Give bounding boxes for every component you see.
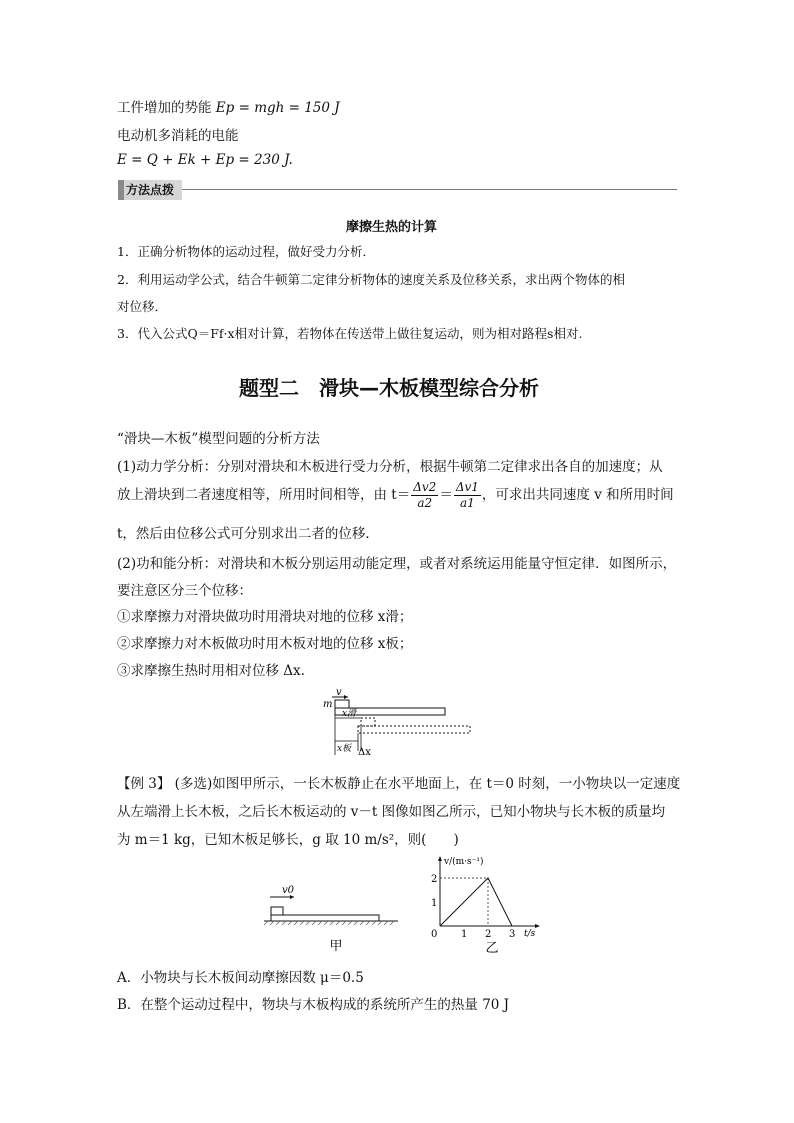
x-tick-label: 2 xyxy=(485,929,492,940)
velocity-line xyxy=(440,878,512,926)
method-item: 对位移． xyxy=(117,299,168,314)
method-header xyxy=(118,180,677,200)
potential-energy-prefix: 工件增加的势能 xyxy=(117,100,216,116)
frac-denominator: a1 xyxy=(459,496,475,510)
example-line-2: 从左端滑上长木板，之后长木板运动的 v－t 图像如图乙所示，已知小物块与长木板的质量均 xyxy=(117,804,666,820)
bullet-item: ③求摩擦生热时用相对位移 Δx. xyxy=(117,663,305,679)
dynamics-line-3: t，然后由位移公式可分别求出二者的位移． xyxy=(117,526,379,542)
frac-denominator: a2 xyxy=(417,496,433,510)
x-axis-label: t/s xyxy=(524,929,536,939)
total-energy-formula: E = Q + Ek + Ep = 230 J. xyxy=(117,152,293,168)
dynamics-text-a: 放上滑块到二者速度相等，所用时间相等，由 t＝ xyxy=(117,487,411,503)
slider-block xyxy=(335,700,349,708)
y-axis-arrow xyxy=(438,856,442,861)
velocity-label: v xyxy=(336,687,342,698)
example-line-3: 为 m＝1 kg，已知木板足够长，g 取 10 m/s²，则( ) xyxy=(117,832,459,848)
method-item: 3．代入公式Q＝Ff·x相对计算，若物体在传送带上做往复运动，则为相对路程s相对. xyxy=(117,326,583,341)
section-title: 题型二 滑块—木板模型综合分析 xyxy=(239,376,539,400)
method-item: 2．利用运动学公式，结合牛顿第二定律分析物体的速度关系及位移关系，求出两个物体的相 xyxy=(117,272,625,287)
bullet-item: ①求摩擦力对滑块做功时用滑块对地的位移 x滑； xyxy=(117,609,413,625)
x-tick-label: 1 xyxy=(461,929,468,940)
energy-line-1: (2)功和能分析：对滑块和木板分别运用动能定理，或者对系统运用能量守恒定律．如图所示， xyxy=(117,556,677,572)
option-b: B．在整个运动过程中，物块与木板构成的系统所产生的热量 70 J xyxy=(117,997,510,1013)
displacement-figure xyxy=(318,685,478,757)
x-tick-label: 3 xyxy=(509,929,516,940)
fraction-dv2-a2 xyxy=(411,480,438,511)
dynamics-line-2 xyxy=(117,480,674,511)
potential-energy-line xyxy=(117,96,340,116)
relative-displacement-label: Δx xyxy=(358,747,371,757)
figure-caption-jia: 甲 xyxy=(329,939,343,953)
ground-hatch xyxy=(264,921,394,925)
y-tick-label: 1 xyxy=(431,898,438,909)
frac-numerator: Δv2 xyxy=(413,480,437,494)
x-axis-arrow xyxy=(535,924,540,928)
method-title: 摩擦生热的计算 xyxy=(346,220,438,235)
fraction-dv1-a1 xyxy=(454,480,481,511)
board-displacement-label: x板 xyxy=(337,744,352,754)
arrowhead xyxy=(344,695,348,699)
y-axis-label: v/(m·s⁻¹) xyxy=(444,857,484,867)
y-tick-label: 2 xyxy=(431,874,438,885)
mass-label: m xyxy=(323,699,333,710)
v0-label: v0 xyxy=(282,885,295,896)
board-final xyxy=(358,726,470,733)
slider-displacement-label: x滑 xyxy=(342,709,357,719)
potential-energy-formula: Ep = mgh = 150 J xyxy=(215,100,340,116)
method-item: 1．正确分析物体的运动过程，做好受力分析． xyxy=(117,244,375,259)
slider-final xyxy=(361,718,375,726)
motor-energy-label: 电动机多消耗的电能 xyxy=(117,128,239,144)
figure-jia xyxy=(262,883,402,953)
frac-equals: ＝ xyxy=(439,487,453,503)
figure-caption-yi: 乙 xyxy=(485,941,499,956)
small-block xyxy=(271,907,283,915)
x-tick-label: 0 xyxy=(431,929,438,940)
example-line-1: 【例 3】 (多选)如图甲所示，一长木板静止在水平地面上，在 t＝0 时刻，一小物块以一定速度 xyxy=(117,776,681,792)
dynamics-line-1: (1)动力学分析：分别对滑块和木板进行受力分析，根据牛顿第二定律求出各自的加速度；从 xyxy=(117,459,663,475)
header-divider xyxy=(182,189,677,190)
frac-numerator: Δv1 xyxy=(455,480,479,494)
option-a: A．小物块与长木板间动摩擦因数 μ＝0.5 xyxy=(117,970,364,986)
dynamics-text-b: ，可求出共同速度 v 和所用时间 xyxy=(481,487,674,503)
section-intro: “滑块—木板”模型问题的分析方法 xyxy=(117,431,320,447)
vt-chart xyxy=(418,852,548,956)
energy-line-2: 要注意区分三个位移： xyxy=(117,583,252,599)
bullet-item: ②求摩擦力对木板做功时用木板对地的位移 x板； xyxy=(117,636,413,652)
long-board xyxy=(271,915,379,921)
method-tag: 方法点拨 xyxy=(118,180,182,200)
